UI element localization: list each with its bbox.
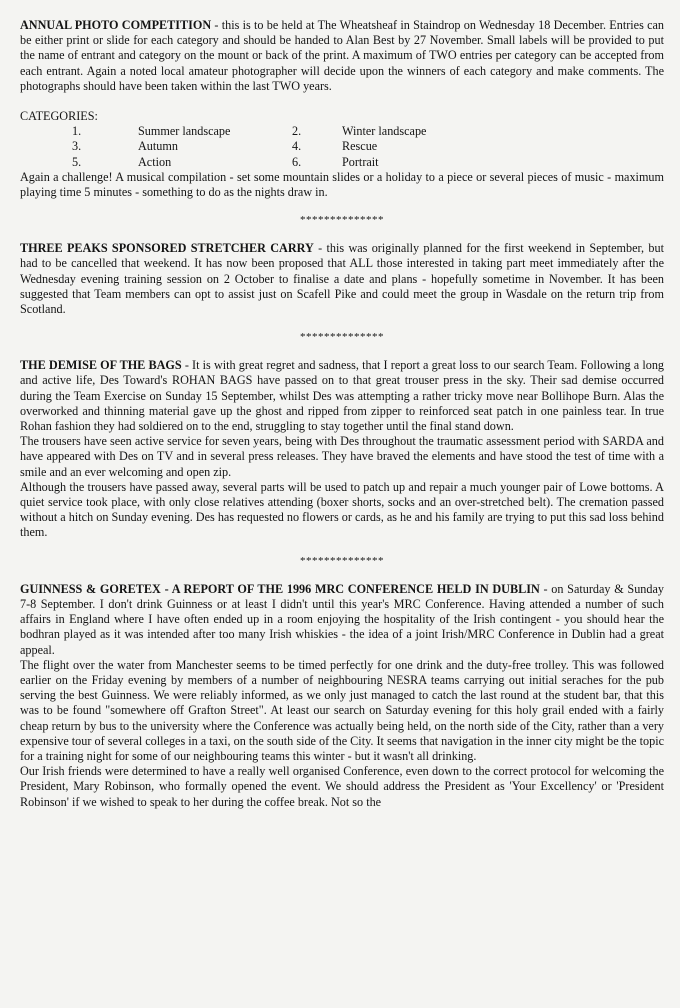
category-number: 3. <box>72 139 82 154</box>
categories-row <box>72 124 482 139</box>
category-name: Portrait <box>342 154 379 169</box>
category-number: 5. <box>72 154 82 169</box>
section-separator: ************** <box>300 331 384 344</box>
categories-row <box>72 139 482 154</box>
photo-competition-heading: ANNUAL PHOTO COMPETITION <box>20 18 212 32</box>
category-name: Autumn <box>138 139 178 154</box>
category-number: 2. <box>292 124 302 139</box>
guinness-goretex-paragraph <box>20 582 664 658</box>
demise-bags-paragraph-2: The trousers have seen active service for seven years, being with Des throughout the traumatic assessment period with SARDA and have appeared with Des on TV and in several press releases. They have braved the elements and have stood the test of time with a smile and an ever welcoming and open zip. <box>20 434 664 479</box>
section-separator: ************** <box>300 214 384 227</box>
three-peaks-body: - this was originally planned for the first weekend in September, but had to be cancelled that weekend. It has now been proposed that ALL those interested in taking part meet immediately after the Wednesday evening training session on 2 October to finalise a date and plans - hopefully sometime in November. It has been suggested that Team members can opt to assist just on Scafell Pike and could meet the group in Wasdale on the return trip from Scotland. <box>20 241 664 317</box>
category-number: 4. <box>292 139 302 154</box>
category-name: Rescue <box>342 139 378 154</box>
three-peaks-heading: THREE PEAKS SPONSORED STRETCHER CARRY <box>20 241 314 256</box>
photo-competition-paragraph <box>20 18 664 94</box>
music-compilation-paragraph: Again a challenge! A musical compilation - set some mountain slides or a holiday to a piece or several pieces of music - maximum playing time 5 minutes - something to do as the nights draw in. <box>20 169 664 200</box>
guinness-goretex-heading: GUINNESS & GORETEX - A REPORT OF THE 1996 MRC CONFERENCE HELD IN DUBLIN <box>20 581 540 596</box>
guinness-goretex-body: - on Saturday & Sunday 7-8 September. I don't drink Guinness or at least I didn't until this year's MRC Conference. Having attended a number of such affairs in England where I have often ended up in a room enjoying the hospitality of the Irish contingent - you should hear the bodhran played as it was intended after too many Irish whiskies - the idea of a joint Irish/MRC Conference in Dublin had a great appeal. <box>20 581 664 657</box>
three-peaks-paragraph <box>20 241 664 317</box>
guinness-goretex-paragraph-2: The flight over the water from Manchester seems to be timed perfectly for one drink and the duty-free trolley. This was followed earlier on the Friday evening by members of a number of neighbouring NESRA teams carrying out initial seraches for the pub serving the best Guinness. We were reliably informed, as we only just managed to catch the last round at the student bar, that this was to be found "somewhere off Grafton Street". At least our search on Saturday evening for this holy grail ended with a fairly cheap return by bus to the university where the Conference was actually being held, on the north side of the City, rather than a very expensive tour of several colleges in a taxi, on the south side of the City. It seems that navigation in the inner city might be the topic for a training night for some of our neighbouring teams this winter - but it wasn't all drinking. <box>20 657 664 763</box>
category-name: Summer landscape <box>138 124 231 139</box>
categories-row <box>72 155 482 170</box>
category-number: 1. <box>72 124 82 139</box>
category-name: Action <box>138 154 172 169</box>
demise-bags-paragraph <box>20 358 664 434</box>
photo-competition-body: - this is to be held at The Wheatsheaf in Staindrop on Wednesday 18 December. Entries can be either print or slide for each category and should be handed to Alan Best by 27 November. Small labels will be provided to put the name of entrant and category on the mount or back of the print. A maximum of TWO entries per category can be accepted from each entrant. Again a noted local amateur photographer will decide upon the winners of each category and make comments. The photographs should have been taken within the last TWO years. <box>20 18 665 93</box>
demise-bags-body: - It is with great regret and sadness, that I report a great loss to our search Team. Following a long and active life, Des Toward's ROHAN BAGS have passed on to that great trouser press in the sky. Their sad demise occurred during the Team Exercise on Sunday 15 September, whilst Des was attempting a rather tricky move near Bollihope Burn. Alas the overworked and thinning material gave up the ghost and ripped from zipper to reinforced seat patch in one painless tear. In true Rohan fashion they had soldiered on to the end, struggling to stay together until the final stand down. <box>20 358 665 434</box>
demise-bags-paragraph-3: Although the trousers have passed away, several parts will be used to patch up and repair a much younger pair of Lowe bottoms. A quiet service took place, with only close relatives attending (boxer shorts, socks and an over-stretched belt). The cremation passed without a hitch on Sunday evening. Des has requested no flowers or cards, as he and his family are trying to put this sad loss behind them. <box>20 479 664 540</box>
categories-label: CATEGORIES: <box>20 109 98 124</box>
category-name: Winter landscape <box>342 124 427 139</box>
categories-table <box>72 124 482 170</box>
section-separator: ************** <box>300 554 384 567</box>
guinness-goretex-paragraph-3: Our Irish friends were determined to have a really well organised Conference, even down to the correct protocol for welcoming the President, Mary Robinson, who formally opened the event. We should address the President as 'Your Excellency' or 'President Robinson' if we wished to speak to her during the coffee break. Not so the <box>20 764 664 809</box>
demise-bags-heading: THE DEMISE OF THE BAGS <box>20 358 182 373</box>
category-number: 6. <box>292 154 302 169</box>
